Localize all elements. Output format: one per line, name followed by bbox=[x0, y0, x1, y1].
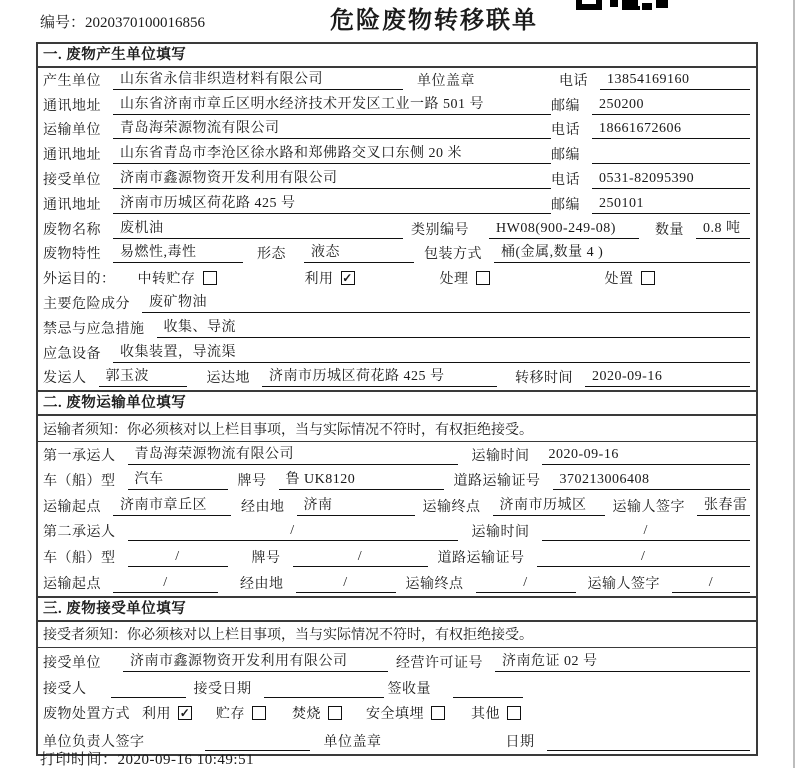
field-label: 产生单位 bbox=[43, 73, 101, 89]
field-value: 济南 bbox=[297, 496, 415, 516]
field-value: 收集装置，导流渠 bbox=[113, 343, 750, 363]
field-label: 电话 bbox=[559, 73, 588, 89]
qr-code-fragment bbox=[576, 0, 668, 11]
form-row bbox=[38, 468, 756, 494]
form-row bbox=[38, 142, 756, 167]
field-value: 济南危证 02 号 bbox=[495, 652, 750, 672]
field-label: 电话 bbox=[551, 172, 580, 188]
form-row bbox=[38, 291, 756, 316]
note-text: 运输者须知：你必须核对以上栏目事项，当与实际情况不符时，有权拒绝接受。 bbox=[43, 422, 533, 438]
field-label: 废物名称 bbox=[43, 222, 101, 238]
form-row bbox=[38, 192, 756, 217]
checkbox-checked-icon: ✓ bbox=[342, 270, 353, 285]
field-label: 形态 bbox=[257, 247, 286, 263]
field-value: 张春雷 bbox=[697, 496, 750, 516]
field-value: 山东省青岛市李沧区徐水路和郑佛路交叉口东侧 20 米 bbox=[113, 144, 551, 164]
field-label: 转移时间 bbox=[515, 371, 573, 387]
field-value: 济南市章丘区 bbox=[113, 496, 231, 516]
form-row bbox=[38, 366, 756, 391]
field-value: 鲁 UK8120 bbox=[279, 470, 444, 490]
print-time bbox=[40, 748, 254, 769]
checkbox-unchecked-icon bbox=[203, 271, 217, 285]
field-label: 数量 bbox=[655, 222, 684, 238]
checkbox bbox=[305, 268, 355, 288]
field-label: 车（船）型 bbox=[43, 474, 116, 490]
field-value: 18661672606 bbox=[592, 119, 750, 139]
field-value: 济南市历城区 bbox=[493, 496, 605, 516]
field-label: 运输时间 bbox=[471, 525, 530, 541]
field-value: 废机油 bbox=[113, 219, 403, 239]
serial-value: 2020370100016856 bbox=[85, 15, 206, 31]
form-row bbox=[38, 701, 756, 728]
field-value: / bbox=[542, 521, 751, 541]
serial-label: 编号： bbox=[40, 15, 86, 31]
field-label: 签收量 bbox=[387, 682, 431, 698]
field-label: 牌号 bbox=[237, 474, 267, 490]
form-row bbox=[38, 93, 756, 118]
field-label: 应急设备 bbox=[43, 346, 101, 362]
field-label: 邮编 bbox=[551, 98, 580, 114]
field-label: 电话 bbox=[551, 123, 580, 139]
note-row bbox=[38, 416, 756, 442]
checkbox-label: 处置 bbox=[604, 271, 634, 287]
field-value: 370213006408 bbox=[553, 470, 751, 490]
checkbox-label: 处理 bbox=[439, 271, 469, 287]
form-row bbox=[38, 442, 756, 468]
field-label: 运输终点 bbox=[422, 499, 481, 515]
field-label: 第二承运人 bbox=[43, 525, 116, 541]
field-label: 运达地 bbox=[206, 371, 250, 387]
field-value: 13854169160 bbox=[600, 70, 750, 90]
field-label: 邮编 bbox=[551, 197, 580, 213]
checkbox-unchecked-icon bbox=[328, 706, 342, 720]
serial-number bbox=[40, 11, 205, 32]
field-value: / bbox=[293, 547, 428, 567]
print-time-value: 2020-09-16 10:49:51 bbox=[117, 752, 255, 768]
field-label: 单位盖章 bbox=[417, 73, 475, 89]
field-value: / bbox=[296, 573, 396, 593]
page-right-edge bbox=[793, 0, 795, 768]
field-label: 运输单位 bbox=[43, 123, 101, 139]
form-section bbox=[38, 390, 756, 595]
checkbox-label: 焚烧 bbox=[292, 707, 321, 723]
field-value: 山东省永信非织造材料有限公司 bbox=[113, 70, 403, 90]
field-value: 济南市鑫源物资开发利用有限公司 bbox=[113, 169, 551, 189]
note-row bbox=[38, 622, 756, 649]
field-value: 2020-09-16 bbox=[585, 367, 750, 387]
form-row bbox=[38, 544, 756, 570]
field-label: 牌号 bbox=[251, 550, 281, 566]
field-value bbox=[111, 678, 186, 698]
manifest-form bbox=[36, 42, 758, 756]
field-value: 250200 bbox=[592, 95, 750, 115]
field-label: 接受单位 bbox=[43, 655, 101, 671]
field-value: 汽车 bbox=[128, 470, 228, 490]
note-text: 接受者须知：你必须核对以上栏目事项，当与实际情况不符时，有权拒绝接受。 bbox=[43, 628, 533, 644]
field-value: 济南市鑫源物资开发利用有限公司 bbox=[123, 652, 388, 672]
field-label: 运输起点 bbox=[43, 499, 101, 515]
field-label: 单位盖章 bbox=[323, 735, 382, 751]
field-value bbox=[264, 678, 384, 698]
section-header: 一. 废物产生单位填写 bbox=[38, 44, 756, 68]
checkbox bbox=[138, 268, 217, 288]
field-value: 易燃性,毒性 bbox=[113, 243, 243, 263]
field-value: / bbox=[128, 521, 458, 541]
field-label: 通讯地址 bbox=[43, 148, 101, 164]
checkbox-label: 其他 bbox=[471, 707, 500, 723]
print-time-label: 打印时间： bbox=[40, 752, 118, 768]
field-value: 废矿物油 bbox=[142, 293, 750, 313]
field-label: 废物特性 bbox=[43, 247, 101, 263]
form-row bbox=[38, 570, 756, 596]
field-label: 接受日期 bbox=[193, 682, 252, 698]
checkbox-label: 安全填埋 bbox=[366, 707, 424, 723]
field-value: 0531-82095390 bbox=[592, 169, 750, 189]
form-row bbox=[38, 519, 756, 545]
field-label: 运输终点 bbox=[405, 576, 464, 592]
checkbox-label: 利用 bbox=[304, 271, 334, 287]
form-row bbox=[38, 118, 756, 143]
form-row bbox=[38, 266, 756, 291]
field-label: 外运目的： bbox=[43, 271, 116, 287]
checkbox bbox=[142, 703, 192, 723]
field-value: 桶(金属,数量 4 ) bbox=[494, 243, 750, 263]
checkbox-label: 利用 bbox=[142, 707, 171, 723]
form-row bbox=[38, 675, 756, 702]
checkbox bbox=[471, 703, 521, 723]
checkbox bbox=[605, 268, 655, 288]
field-value: 青岛海荣源物流有限公司 bbox=[128, 445, 458, 465]
field-value: 2020-09-16 bbox=[542, 445, 751, 465]
checkbox-unchecked-icon bbox=[507, 706, 521, 720]
form-row bbox=[38, 316, 756, 341]
field-value: 0.8 吨 bbox=[696, 219, 750, 239]
section-header: 二. 废物运输单位填写 bbox=[38, 392, 756, 416]
field-value: 郭玉波 bbox=[99, 367, 187, 387]
field-label: 通讯地址 bbox=[43, 98, 101, 114]
field-label: 主要危险成分 bbox=[43, 296, 130, 312]
form-row bbox=[38, 493, 756, 519]
field-label: 车（船）型 bbox=[43, 550, 116, 566]
field-value: 济南市历城区荷花路 425 号 bbox=[113, 194, 551, 214]
field-label: 日期 bbox=[505, 735, 535, 751]
field-value: 收集、导流 bbox=[157, 318, 751, 338]
field-label: 废物处置方式 bbox=[43, 707, 130, 723]
field-label: 禁忌与应急措施 bbox=[43, 321, 145, 337]
checkbox-label: 中转贮存 bbox=[137, 271, 196, 287]
field-label: 包装方式 bbox=[424, 247, 482, 263]
field-value: 液态 bbox=[304, 243, 414, 263]
field-label: 道路运输证号 bbox=[437, 550, 525, 566]
field-value bbox=[592, 144, 750, 164]
field-label: 通讯地址 bbox=[43, 197, 101, 213]
checkbox bbox=[440, 268, 490, 288]
field-label: 邮编 bbox=[551, 148, 580, 164]
checkbox-unchecked-icon bbox=[641, 271, 655, 285]
form-section bbox=[38, 44, 756, 390]
field-label: 经营许可证号 bbox=[396, 655, 483, 671]
field-label: 第一承运人 bbox=[43, 448, 116, 464]
form-row bbox=[38, 242, 756, 267]
field-value: / bbox=[672, 573, 750, 593]
form-row bbox=[38, 167, 756, 192]
field-value bbox=[453, 678, 523, 698]
field-label: 运输人签字 bbox=[612, 499, 685, 515]
section-header: 三. 废物接受单位填写 bbox=[38, 598, 756, 622]
page-title: 危险废物转移联单 bbox=[330, 8, 538, 34]
field-value: 济南市历城区荷花路 425 号 bbox=[262, 367, 497, 387]
field-value bbox=[547, 731, 751, 751]
field-label: 接受单位 bbox=[43, 172, 101, 188]
field-label: 运输起点 bbox=[43, 576, 101, 592]
field-label: 运输人签字 bbox=[587, 576, 660, 592]
field-value: / bbox=[537, 547, 751, 567]
checkbox bbox=[292, 703, 342, 723]
field-value: / bbox=[128, 547, 228, 567]
field-value: 山东省济南市章丘区明水经济技术开发区工业一路 501 号 bbox=[113, 95, 551, 115]
checkbox-label: 贮存 bbox=[216, 707, 245, 723]
form-row bbox=[38, 68, 756, 93]
checkbox-unchecked-icon bbox=[252, 706, 266, 720]
field-label: 类别编号 bbox=[411, 222, 469, 238]
field-label: 经由地 bbox=[240, 576, 284, 592]
field-value: 青岛海荣源物流有限公司 bbox=[113, 119, 551, 139]
field-value: / bbox=[476, 573, 576, 593]
field-label: 接受人 bbox=[43, 682, 87, 698]
field-label: 运输时间 bbox=[471, 448, 530, 464]
checkbox bbox=[366, 703, 445, 723]
checkbox-checked-icon: ✓ bbox=[179, 706, 191, 721]
form-row bbox=[38, 648, 756, 675]
field-value: HW08(900-249-08) bbox=[489, 219, 639, 239]
field-value: 250101 bbox=[592, 194, 750, 214]
field-label: 发运人 bbox=[43, 371, 87, 387]
checkbox-unchecked-icon bbox=[476, 271, 490, 285]
field-label: 道路运输证号 bbox=[453, 474, 541, 490]
field-label: 经由地 bbox=[241, 499, 285, 515]
form-row bbox=[38, 217, 756, 242]
form-section bbox=[38, 596, 756, 755]
field-value: / bbox=[113, 573, 218, 593]
form-row bbox=[38, 341, 756, 366]
field-label: 单位负责人签字 bbox=[43, 735, 145, 751]
checkbox bbox=[216, 703, 266, 723]
checkbox-unchecked-icon bbox=[431, 706, 445, 720]
